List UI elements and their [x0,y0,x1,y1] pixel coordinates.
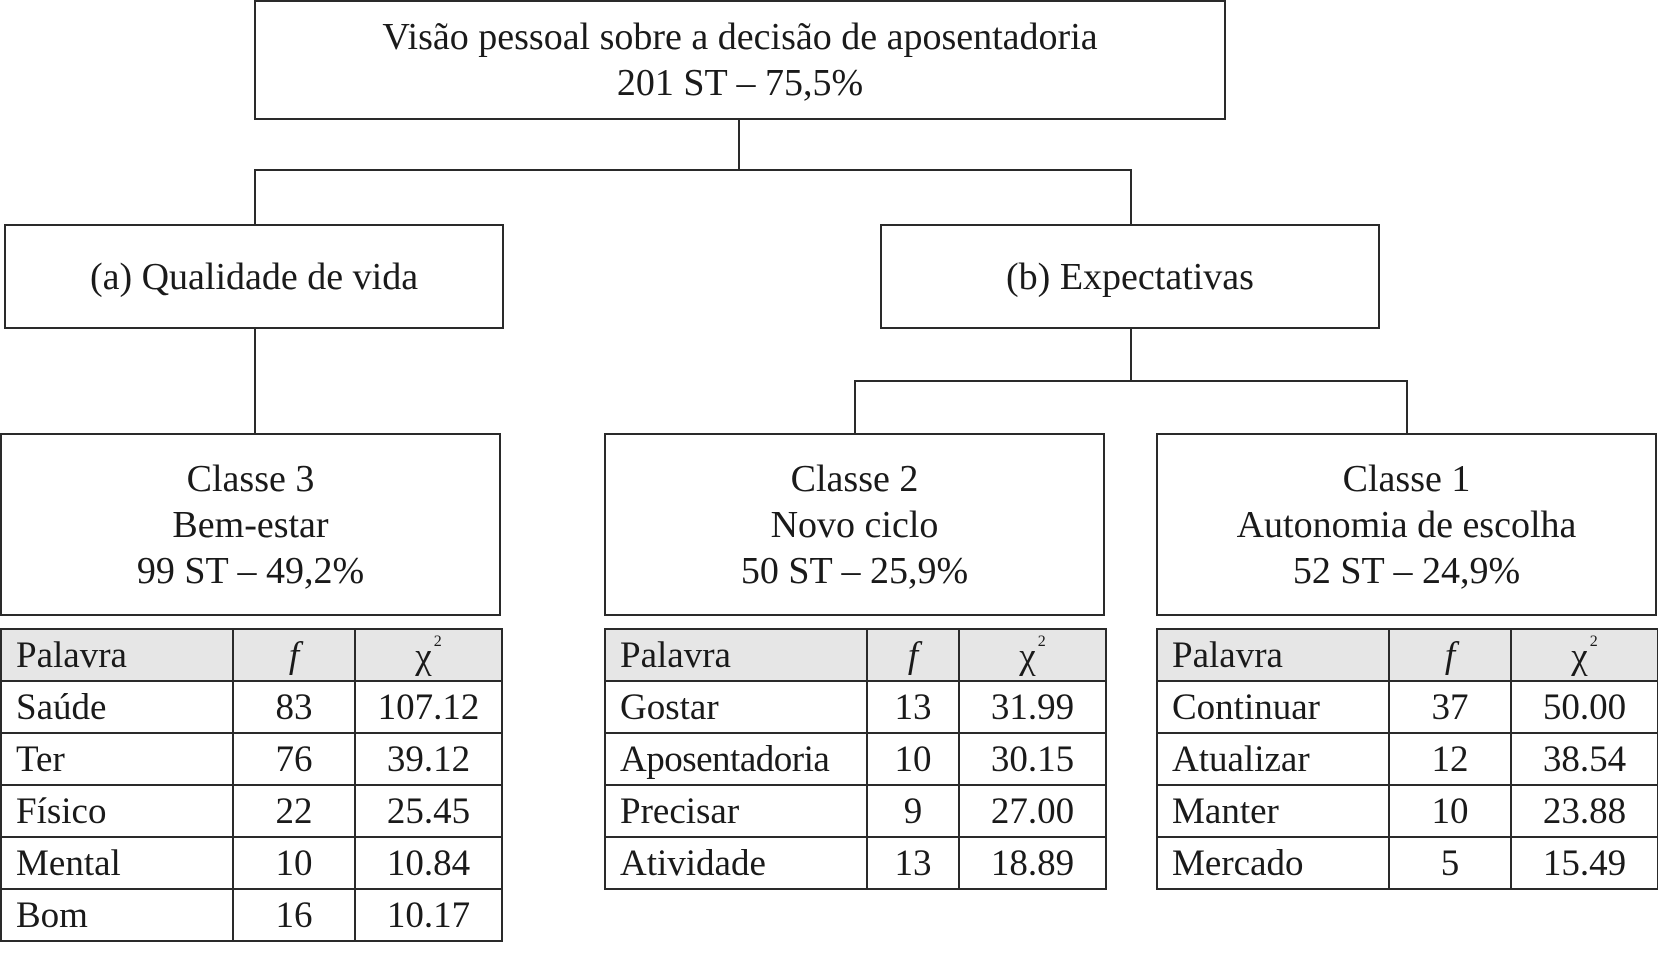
branch-a-label: (a) Qualidade de vida [89,255,419,298]
branch-b-node [880,224,1380,329]
chi-square-cell: 31.99 [959,681,1106,733]
class-2-name: Novo ciclo [770,503,939,546]
connector-class-2-up [854,380,856,434]
header-frequency: f [867,629,959,681]
table-header-row [1,629,502,681]
root-stats: 201 ST – 75,5% [616,62,864,104]
class-3-name: Bem-estar [172,503,329,546]
header-frequency: f [233,629,355,681]
frequency-cell: 10 [233,837,355,889]
header-word: Palavra [605,629,867,681]
word-cell: Mental [1,837,233,889]
word-cell: Mercado [1157,837,1389,889]
connector-class-1-up [1406,380,1408,434]
header-chi-square: χ $^2$ [959,629,1106,681]
chi-square-cell: 38.54 [1511,733,1658,785]
header-word: Palavra [1,629,233,681]
word-cell: Aposentadoria [605,733,867,785]
class-1-word-table [1156,628,1658,890]
class-2-title: Classe 2 [790,457,919,500]
class-3-word-table [0,628,503,942]
header-chi-square: χ $^2$ [1511,629,1658,681]
class-1-stats: 52 ST – 24,9% [1292,549,1521,592]
frequency-cell: 37 [1389,681,1511,733]
word-cell: Continuar [1157,681,1389,733]
class-1-title: Classe 1 [1342,457,1471,500]
table-row [1157,733,1658,785]
table-row [1157,837,1658,889]
frequency-cell: 9 [867,785,959,837]
class-1-node [1156,433,1657,616]
frequency-cell: 13 [867,837,959,889]
table-row [1,733,502,785]
word-cell: Gostar [605,681,867,733]
frequency-cell: 76 [233,733,355,785]
table-row [1,681,502,733]
word-cell: Manter [1157,785,1389,837]
chi-square-cell: 30.15 [959,733,1106,785]
class-3-node [0,433,501,616]
word-cell: Bom [1,889,233,941]
word-cell: Atualizar [1157,733,1389,785]
class-3-title: Classe 3 [186,457,315,500]
root-title: Visão pessoal sobre a decisão de aposentadoria [382,16,1098,58]
chi-square-cell: 23.88 [1511,785,1658,837]
branch-b-label: (b) Expectativas [1006,255,1254,298]
branch-a-node [4,224,504,329]
connector-branch-b-up [1130,169,1132,225]
chi-square-cell: 107.12 [355,681,502,733]
frequency-cell: 5 [1389,837,1511,889]
class-1-name: Autonomia de escolha [1236,503,1577,546]
table-header-row [1157,629,1658,681]
class-2-stats: 50 ST – 25,9% [740,549,969,592]
word-cell: Ter [1,733,233,785]
chi-square-cell: 10.17 [355,889,502,941]
table-row [605,837,1106,889]
table-row [605,785,1106,837]
header-chi-square: χ $^2$ [355,629,502,681]
class-3-stats: 99 ST – 49,2% [136,549,365,592]
table-row [605,733,1106,785]
connector-branch-a-up [254,169,256,225]
class-2-node [604,433,1105,616]
chi-square-cell: 27.00 [959,785,1106,837]
frequency-cell: 22 [233,785,355,837]
connector-branch-a-down [254,327,256,434]
word-cell: Atividade [605,837,867,889]
word-cell: Saúde [1,681,233,733]
chi-square-cell: 15.49 [1511,837,1658,889]
root-node [254,0,1226,120]
frequency-cell: 16 [233,889,355,941]
table-row [1157,785,1658,837]
table-row [1,785,502,837]
chi-square-cell: 10.84 [355,837,502,889]
chi-square-cell: 50.00 [1511,681,1658,733]
header-frequency: f [1389,629,1511,681]
chi-square-cell: 39.12 [355,733,502,785]
connector-root-down [738,118,740,171]
chi-square-cell: 18.89 [959,837,1106,889]
frequency-cell: 13 [867,681,959,733]
header-word: Palavra [1157,629,1389,681]
connector-branch-b-down [1130,327,1132,382]
table-row [1,837,502,889]
table-row [1,889,502,941]
connector-root-horizontal [254,169,1132,171]
frequency-cell: 12 [1389,733,1511,785]
frequency-cell: 83 [233,681,355,733]
chi-square-cell: 25.45 [355,785,502,837]
connector-branch-b-horizontal [854,380,1408,382]
table-row [605,681,1106,733]
class-2-word-table [604,628,1107,890]
word-cell: Físico [1,785,233,837]
frequency-cell: 10 [867,733,959,785]
table-header-row [605,629,1106,681]
table-row [1157,681,1658,733]
word-cell: Precisar [605,785,867,837]
frequency-cell: 10 [1389,785,1511,837]
